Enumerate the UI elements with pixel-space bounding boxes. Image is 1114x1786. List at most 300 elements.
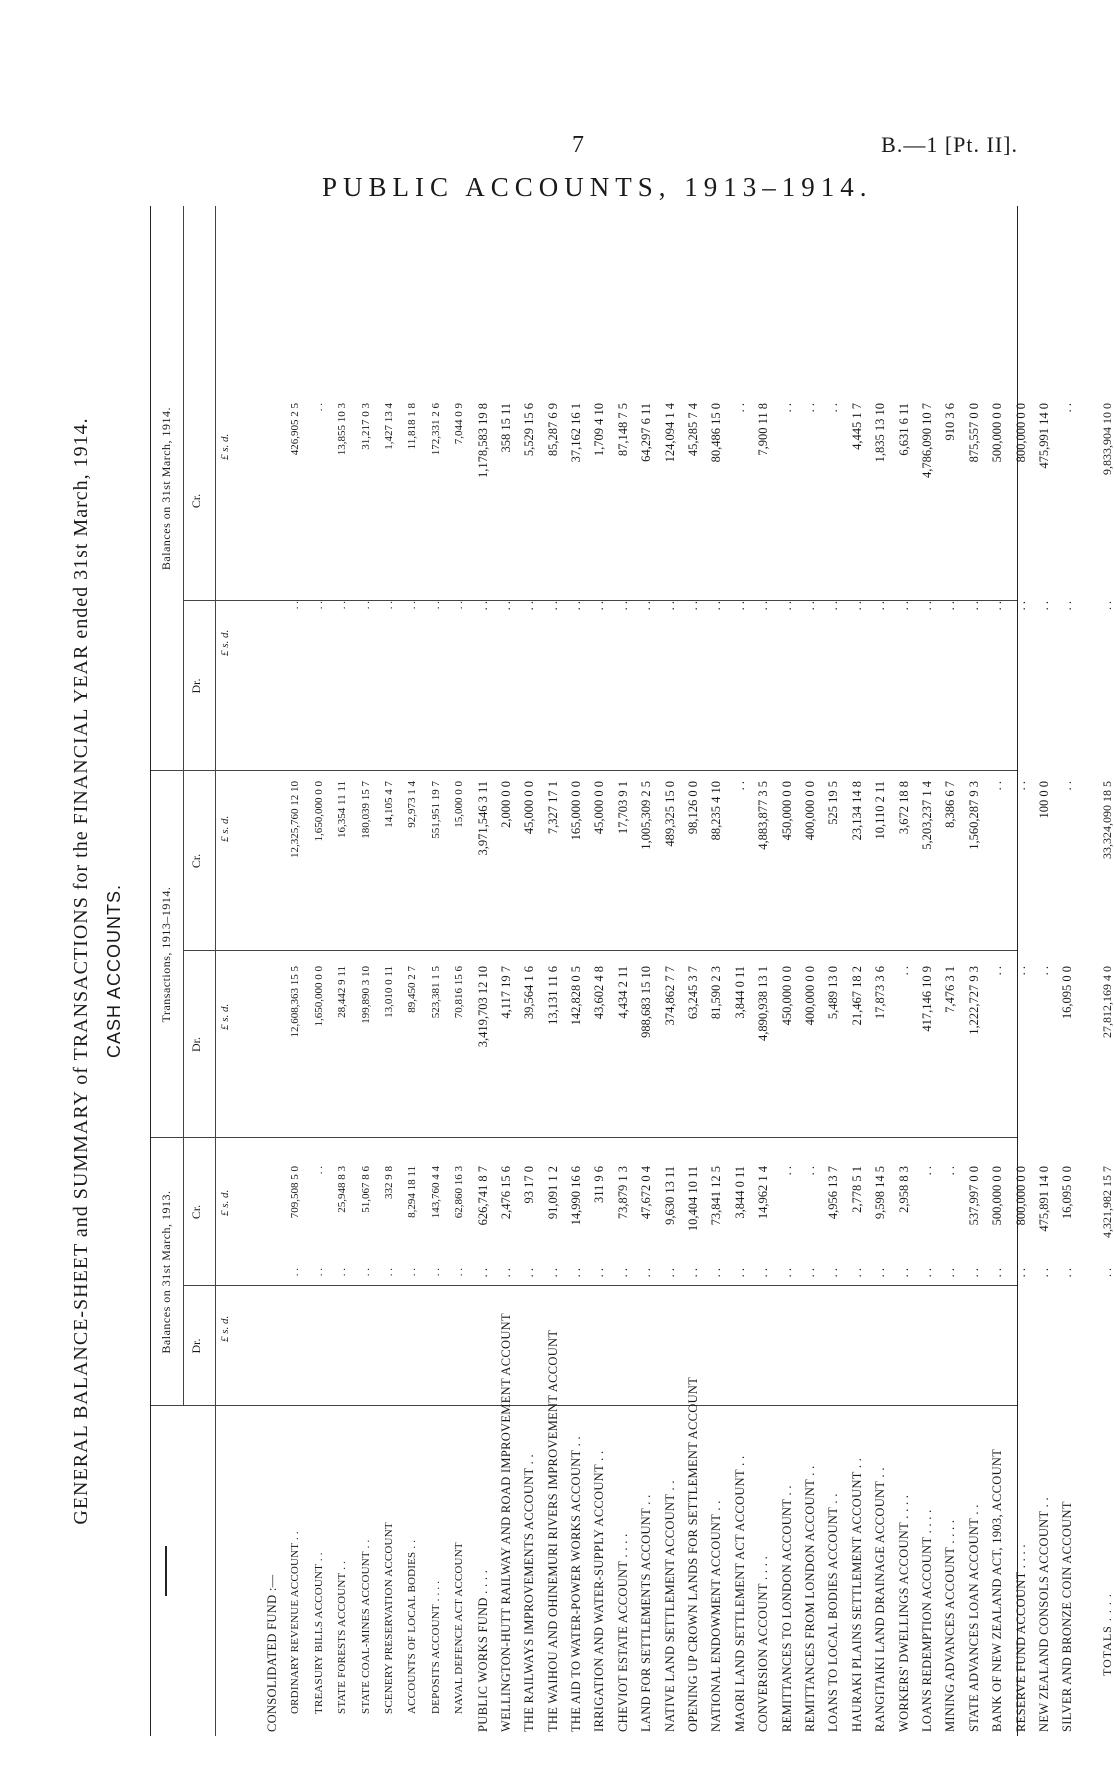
amount-c4: 2,000 0 0 [498, 781, 513, 828]
amount-c1: . . [896, 1268, 911, 1278]
amount-c1: . . [498, 1268, 513, 1278]
amount-c1: . . [359, 1268, 372, 1277]
amount-c1: . . [966, 1268, 981, 1278]
amount-c2: 475,891 14 0 [1036, 1166, 1051, 1232]
table-row [565, 206, 588, 1736]
amount-c6: 124,094 1 4 [662, 403, 677, 463]
amount-c2: 2,958 8 3 [896, 1166, 911, 1213]
amount-c6: . . [732, 403, 747, 413]
amount-c3: 523,381 1 5 [429, 966, 442, 1019]
account-name: MINING ADVANCES ACCOUNT . . . . [943, 1519, 958, 1732]
amount-c3: 70,816 15 6 [453, 966, 466, 1019]
units-dr-1914: £ s. d. [219, 629, 231, 656]
amount-c2: 14,990 16 6 [569, 1166, 584, 1226]
amount-c2: 73,841 12 5 [709, 1166, 724, 1226]
amount-c1: . . [662, 1268, 677, 1278]
accounts-table [150, 206, 1114, 1736]
amount-c5: . . [686, 601, 701, 611]
table-row [939, 206, 962, 1736]
amount-c6: 87,148 7 5 [615, 403, 630, 457]
amount-c4: 14,105 4 7 [382, 781, 395, 828]
amount-c4: 525 19 5 [826, 781, 841, 825]
amount-c6: 7,044 0 9 [453, 403, 466, 445]
amount-c4: . . [1060, 781, 1075, 791]
amount-c2: . . [919, 1166, 934, 1176]
amount-c6: 1,709 4 10 [592, 403, 607, 457]
amount-c5: . . [849, 601, 864, 611]
table-row [518, 206, 541, 1736]
label-column-dash [165, 1546, 167, 1596]
amount-c1: . . [406, 1268, 419, 1277]
account-name: ORDINARY REVENUE ACCOUNT . . [289, 1531, 302, 1714]
page-heading: PUBLIC ACCOUNTS, 1913–1914. [322, 172, 873, 202]
header-transactions: Transactions, 1913–1914. [159, 886, 173, 1023]
table-row [822, 206, 845, 1736]
amount-c4: 10,110 2 11 [873, 781, 888, 840]
amount-c4: 7,327 17 1 [545, 781, 560, 835]
account-name: TREASURY BILLS ACCOUNT . . [312, 1552, 325, 1714]
amount-c5: . . [545, 601, 560, 611]
table-row [588, 206, 611, 1736]
table-row [799, 206, 822, 1736]
account-rows [261, 206, 1114, 1736]
amount-c5: . . [522, 601, 537, 611]
amount-c6: 80,486 15 0 [709, 403, 724, 463]
amount-c3: 13,131 11 6 [545, 966, 560, 1025]
amount-c4: 45,000 0 0 [592, 781, 607, 835]
amount-c2: 2,778 5 1 [849, 1166, 864, 1213]
amount-c1: . . [849, 1268, 864, 1278]
amount-c5: . . [966, 601, 981, 611]
amount-c2: 311 9 6 [592, 1166, 607, 1204]
amount-c4: 92,973 1 4 [406, 781, 419, 828]
amount-c6: 358 15 11 [498, 403, 513, 453]
amount-c6: . . [779, 403, 794, 413]
account-name: LAND FOR SETTLEMENTS ACCOUNT . . [639, 1494, 654, 1732]
amount-c1: . . [453, 1268, 466, 1277]
amount-c4: 1,560,287 9 3 [966, 781, 981, 850]
amount-c3: 3,419,703 12 10 [475, 966, 490, 1048]
amount-c4: . . [1013, 781, 1028, 791]
amount-c4: 489,325 15 0 [662, 781, 677, 847]
amount-c6: 4,445 1 7 [849, 403, 864, 450]
amount-c5: . . [662, 601, 677, 611]
amount-c2: . . [943, 1166, 958, 1176]
amount-c2: . . [312, 1166, 325, 1175]
account-name: MAORI LAND SETTLEMENT ACT ACCOUNT . . [732, 1455, 747, 1732]
table-row [472, 206, 495, 1736]
amount-c3: 199,890 3 10 [359, 966, 372, 1024]
units-cr-1913: £ s. d. [219, 1189, 231, 1216]
account-name: PUBLIC WORKS FUND . . . . [475, 1569, 490, 1732]
account-name: REMITTANCES TO LONDON ACCOUNT . . [779, 1485, 794, 1732]
amount-c6: . . [312, 403, 325, 412]
amount-c1: . . [429, 1268, 442, 1277]
table-row [378, 206, 401, 1736]
amount-c3: . . [896, 966, 911, 976]
amount-c5: . . [943, 601, 958, 611]
amount-c4: 45,000 0 0 [522, 781, 537, 835]
table-row [776, 206, 799, 1736]
header-cr-transactions: Cr. [189, 853, 203, 869]
amount-c3: 4,117 19 7 [498, 966, 513, 1019]
amount-c5: . . [406, 601, 419, 610]
amount-c3: 89,450 2 7 [406, 966, 419, 1013]
totals-row [1096, 206, 1114, 1736]
header-dr-transactions: Dr. [189, 1037, 203, 1052]
amount-c1: . . [592, 1268, 607, 1278]
amount-c5: . . [475, 601, 490, 611]
amount-c1: . . [289, 1268, 302, 1277]
amount-c3: 400,000 0 0 [802, 966, 817, 1026]
amount-c4: 180,039 15 7 [359, 781, 372, 839]
amount-c4: 15,000 0 0 [453, 781, 466, 828]
table-row [846, 206, 869, 1736]
amount-c5: . . [1013, 601, 1028, 611]
amount-c3: 28,442 9 11 [336, 966, 349, 1018]
amount-c6: 6,631 6 11 [896, 403, 911, 456]
amount-c2: 332 9 8 [382, 1166, 395, 1199]
amount-c4: 100 0 0 [1036, 781, 1051, 819]
account-name: THE AID TO WATER-POWER WORKS ACCOUNT . . [569, 1436, 584, 1732]
page-number: 7 [572, 132, 584, 158]
amount-c4: 1,650,000 0 0 [312, 781, 325, 842]
amount-c6: 1,427 13 4 [382, 403, 395, 450]
amount-c4: 98,126 0 0 [686, 781, 701, 835]
amount-c4: . . [732, 781, 747, 791]
amount-c3: 4,890,938 13 1 [756, 966, 771, 1041]
table-row [1010, 206, 1033, 1736]
amount-c3: 21,467 18 2 [849, 966, 864, 1026]
table-row [635, 206, 658, 1736]
amount-c4: 3,672 18 8 [896, 781, 911, 835]
table-row [284, 206, 307, 1736]
amount-c4: 5,203,237 1 4 [919, 781, 934, 850]
amount-c6: 11,818 1 8 [406, 403, 419, 450]
amount-c6: . . [1060, 403, 1075, 413]
amount-c3: 450,000 0 0 [779, 966, 794, 1026]
amount-c3: 988,683 15 10 [639, 966, 654, 1038]
amount-c3: 1,222,727 9 3 [966, 966, 981, 1035]
amount-c5: . . [429, 601, 442, 610]
amount-c5: . . [312, 601, 325, 610]
table-row [261, 206, 284, 1736]
amount-c6: 4,786,090 10 7 [919, 403, 934, 478]
amount-c3: 1,650,000 0 0 [312, 966, 325, 1027]
table-row [1033, 206, 1056, 1736]
amount-c1: . . [943, 1268, 958, 1278]
table-row [542, 206, 565, 1736]
account-name: LOANS TO LOCAL BODIES ACCOUNT . . [826, 1493, 841, 1732]
table-row [705, 206, 728, 1736]
amount-c1: . . [545, 1268, 560, 1278]
amount-c3: 374,862 7 7 [662, 966, 677, 1026]
account-name: SILVER AND BRONZE COIN ACCOUNT [1060, 1501, 1075, 1732]
amount-c5: . . [919, 601, 934, 611]
amount-c2: 14,962 1 4 [756, 1166, 771, 1220]
amount-c2: 16,095 0 0 [1060, 1166, 1075, 1220]
amount-c2: . . [802, 1166, 817, 1176]
table-row [355, 206, 378, 1736]
amount-c1: . . [802, 1268, 817, 1278]
amount-c6: 5,529 15 6 [522, 403, 537, 457]
account-name: LOANS REDEMPTION ACCOUNT . . . . [919, 1509, 934, 1732]
amount-c5: . . [1036, 601, 1051, 611]
total-c6: 9,833,904 10 0 [1099, 403, 1114, 475]
amount-c6: 45,285 7 4 [686, 403, 701, 457]
amount-c2: 25,948 8 3 [336, 1166, 349, 1213]
amount-c2: 800,000 0 0 [1013, 1166, 1028, 1226]
total-c1: . . [1099, 1268, 1114, 1277]
amount-c1: . . [1036, 1268, 1051, 1278]
account-name: CHEVIOT ESTATE ACCOUNT . . . . [615, 1533, 630, 1732]
account-name: BANK OF NEW ZEALAND ACT, 1903, ACCOUNT [990, 1448, 1005, 1732]
account-name: ACCOUNTS OF LOCAL BODIES . . [406, 1539, 419, 1714]
amount-c4: 3,971,546 3 11 [475, 781, 490, 856]
amount-c1: . . [779, 1268, 794, 1278]
amount-c3: 13,010 0 11 [382, 966, 395, 1018]
account-name: HAURAKI PLAINS SETTLEMENT ACCOUNT . . [849, 1457, 864, 1732]
amount-c2: 8,294 18 11 [406, 1166, 419, 1218]
amount-c4: 23,134 14 8 [849, 781, 864, 841]
header-cr-1914: Cr. [189, 493, 203, 509]
header-cr-1913: Cr. [189, 1204, 203, 1220]
amount-c5: . . [569, 601, 584, 611]
amount-c3: 39,564 1 6 [522, 966, 537, 1020]
amount-c6: 1,835 13 10 [873, 403, 888, 463]
page-reference: B.—1 [Pt. II]. [881, 132, 1018, 157]
account-name: CONVERSION ACCOUNT . . . . [756, 1556, 771, 1732]
amount-c6: 426,905 2 5 [289, 403, 302, 456]
amount-c3: 12,608,363 15 5 [289, 966, 302, 1038]
table-row [308, 206, 331, 1736]
account-name: NAVAL DEFENCE ACT ACCOUNT [453, 1542, 466, 1714]
amount-c3: 16,095 0 0 [1060, 966, 1075, 1020]
table-row [729, 206, 752, 1736]
amount-c1: . . [569, 1268, 584, 1278]
table-row [1056, 206, 1079, 1736]
amount-c5: . . [802, 601, 817, 611]
account-name: RANGITAIKI LAND DRAINAGE ACCOUNT . . [873, 1467, 888, 1732]
amount-c1: . . [522, 1268, 537, 1278]
amount-c5: . . [382, 601, 395, 610]
amount-c3: 4,434 2 11 [615, 966, 630, 1019]
total-c4: 33,324,090 18 5 [1099, 781, 1114, 859]
amount-c5: . . [639, 601, 654, 611]
amount-c3: 63,245 3 7 [686, 966, 701, 1020]
account-name: STATE FORESTS ACCOUNT . . [336, 1560, 349, 1714]
sheet-subtitle: CASH ACCOUNTS. [104, 883, 124, 1059]
amount-c3: 417,146 10 9 [919, 966, 934, 1032]
table-row [448, 206, 471, 1736]
amount-c6: 800,000 0 0 [1013, 403, 1028, 463]
amount-c5: . . [873, 601, 888, 611]
amount-c4: 165,000 0 0 [569, 781, 584, 841]
amount-c2: 51,067 8 6 [359, 1166, 372, 1213]
amount-c6: 475,991 14 0 [1036, 403, 1051, 469]
amount-c2: 91,091 1 2 [545, 1166, 560, 1220]
table-row [916, 206, 939, 1736]
account-name: REMITTANCES FROM LONDON ACCOUNT . . [802, 1465, 817, 1732]
amount-c3: 17,873 3 6 [873, 966, 888, 1020]
amount-c2: 709,508 5 0 [289, 1166, 302, 1219]
table-row [986, 206, 1009, 1736]
account-name: CONSOLIDATED FUND :— [265, 1574, 279, 1732]
amount-c6: 7,900 11 8 [756, 403, 771, 456]
total-c2: 4,321,982 15 7 [1099, 1166, 1114, 1238]
amount-c5: . . [756, 601, 771, 611]
total-c3: 27,812,169 4 0 [1099, 966, 1114, 1038]
amount-c4: 400,000 0 0 [802, 781, 817, 841]
amount-c2: 62,860 16 3 [453, 1166, 466, 1219]
amount-c2: 626,741 8 7 [475, 1166, 490, 1226]
amount-c2: 500,000 0 0 [990, 1166, 1005, 1226]
amount-c5: . . [896, 601, 911, 611]
amount-c3: . . [1013, 966, 1028, 976]
amount-c6: 37,162 16 1 [569, 403, 584, 463]
amount-c1: . . [919, 1268, 934, 1278]
amount-c2: 2,476 15 6 [498, 1166, 513, 1220]
amount-c4: 8,386 6 7 [943, 781, 958, 828]
amount-c6: 875,557 0 0 [966, 403, 981, 463]
amount-c5: . . [779, 601, 794, 611]
amount-c3: . . [990, 966, 1005, 976]
amount-c2: 4,956 13 7 [826, 1166, 841, 1220]
amount-c2: 9,598 14 5 [873, 1166, 888, 1220]
amount-c3: 5,489 13 0 [826, 966, 841, 1020]
table-row [612, 206, 635, 1736]
amount-c5: . . [732, 601, 747, 611]
amount-c3: . . [1036, 966, 1051, 976]
amount-c6: . . [826, 403, 841, 413]
account-name: NEW ZEALAND CONSOLS ACCOUNT . . [1036, 1497, 1051, 1732]
header-dr-1914: Dr. [189, 678, 203, 694]
account-name: THE RAILWAYS IMPROVEMENTS ACCOUNT . . [522, 1454, 537, 1732]
table-row [752, 206, 775, 1736]
amount-c5: . . [359, 601, 372, 610]
amount-c4: . . [990, 781, 1005, 791]
total-c5: . . [1099, 601, 1114, 610]
amount-c6: 85,287 6 9 [545, 403, 560, 457]
balance-sheet [70, 206, 1114, 1736]
amount-c2: 9,630 13 11 [662, 1166, 677, 1225]
amount-c5: . . [453, 601, 466, 610]
amount-c6: 64,297 6 11 [639, 403, 654, 462]
amount-c1: . . [336, 1268, 349, 1277]
amount-c4: 88,235 4 10 [709, 781, 724, 841]
amount-c1: . . [615, 1268, 630, 1278]
amount-c1: . . [1060, 1268, 1075, 1278]
amount-c4: 1,005,309 2 5 [639, 781, 654, 850]
amount-c4: 450,000 0 0 [779, 781, 794, 841]
amount-c2: 537,997 0 0 [966, 1166, 981, 1226]
amount-c6: 31,217 0 3 [359, 403, 372, 450]
amount-c6: 13,855 10 3 [336, 403, 349, 456]
amount-c1: . . [709, 1268, 724, 1278]
amount-c5: . . [289, 601, 302, 610]
account-name: THE WAIHOU AND OHINEMURI RIVERS IMPROVEMENT ACCOUNT [545, 1329, 560, 1732]
amount-c1: . . [1013, 1268, 1028, 1278]
amount-c6: 910 3 6 [943, 403, 958, 441]
amount-c1: . . [756, 1268, 771, 1278]
amount-c5: . . [1060, 601, 1075, 611]
account-name: WELLINGTON-HUTT RAILWAY AND ROAD IMPROVEMENT ACCOUNT [498, 1313, 513, 1732]
amount-c4: 551,951 19 7 [429, 781, 442, 839]
amount-c2: 143,760 4 4 [429, 1166, 442, 1219]
table-row [869, 206, 892, 1736]
amount-c2: 47,672 0 4 [639, 1166, 654, 1220]
amount-c1: . . [732, 1268, 747, 1278]
account-name: RESERVE FUND ACCOUNT . . . . [1013, 1544, 1028, 1732]
amount-c5: . . [592, 601, 607, 611]
amount-c6: . . [802, 403, 817, 413]
amount-c6: 500,000 0 0 [990, 403, 1005, 463]
table-row [495, 206, 518, 1736]
table-row [331, 206, 354, 1736]
table-row [659, 206, 682, 1736]
account-name: IRRIGATION AND WATER-SUPPLY ACCOUNT . . [592, 1450, 607, 1732]
amount-c1: . . [826, 1268, 841, 1278]
account-name: STATE COAL-MINES ACCOUNT . . [359, 1539, 372, 1714]
amount-c1: . . [382, 1268, 395, 1277]
account-name: SCENERY PRESERVATION ACCOUNT [382, 1522, 395, 1714]
units-dr-transactions: £ s. d. [219, 1003, 231, 1030]
header-balances-1913: Balances on 31st March, 1913. [159, 1190, 173, 1354]
amount-c1: . . [990, 1268, 1005, 1278]
amount-c2: 73,879 1 3 [615, 1166, 630, 1220]
account-name: OPENING UP CROWN LANDS FOR SETTLEMENT ACCOUNT [686, 1376, 701, 1732]
table-row [893, 206, 916, 1736]
amount-c3: 3,844 0 11 [732, 966, 747, 1019]
amount-c1: . . [312, 1268, 325, 1277]
units-dr-1913: £ s. d. [219, 1315, 231, 1342]
amount-c5: . . [990, 601, 1005, 611]
amount-c2: 93 17 0 [522, 1166, 537, 1204]
amount-c4: 12,325,760 12 10 [289, 781, 302, 858]
table-row [401, 206, 424, 1736]
amount-c5: . . [709, 601, 724, 611]
table-row [963, 206, 986, 1736]
amount-c3: 7,476 3 1 [943, 966, 958, 1013]
units-cr-transactions: £ s. d. [219, 815, 231, 842]
header-dr-1913: Dr. [189, 1338, 203, 1354]
account-name: WORKERS' DWELLINGS ACCOUNT . . . . [896, 1494, 911, 1732]
amount-c2: 3,844 0 11 [732, 1166, 747, 1219]
amount-c1: . . [873, 1268, 888, 1278]
table-row [682, 206, 705, 1736]
amount-c3: 81,590 2 3 [709, 966, 724, 1020]
table-row [425, 206, 448, 1736]
amount-c5: . . [498, 601, 513, 611]
amount-c6: 172,331 2 6 [429, 403, 442, 456]
account-name: NATIVE LAND SETTLEMENT ACCOUNT . . [662, 1480, 677, 1732]
amount-c3: 142,828 0 5 [569, 966, 584, 1026]
amount-c1: . . [475, 1268, 490, 1278]
header-balances-1914: Balances on 31st March, 1914. [159, 406, 173, 571]
amount-c2: . . [779, 1166, 794, 1176]
account-name: NATIONAL ENDOWMENT ACCOUNT . . [709, 1500, 724, 1732]
totals-label: TOTALS . . . . [1099, 1593, 1114, 1676]
units-cr-1914: £ s. d. [219, 433, 231, 460]
amount-c4: 17,703 9 1 [615, 781, 630, 835]
amount-c1: . . [686, 1268, 701, 1278]
amount-c1: . . [639, 1268, 654, 1278]
amount-c2: 10,404 10 11 [686, 1166, 701, 1232]
amount-c5: . . [615, 601, 630, 611]
amount-c6: 1,178,583 19 8 [475, 403, 490, 478]
amount-c3: 43,602 4 8 [592, 966, 607, 1020]
amount-c4: 16,354 11 11 [336, 781, 349, 838]
